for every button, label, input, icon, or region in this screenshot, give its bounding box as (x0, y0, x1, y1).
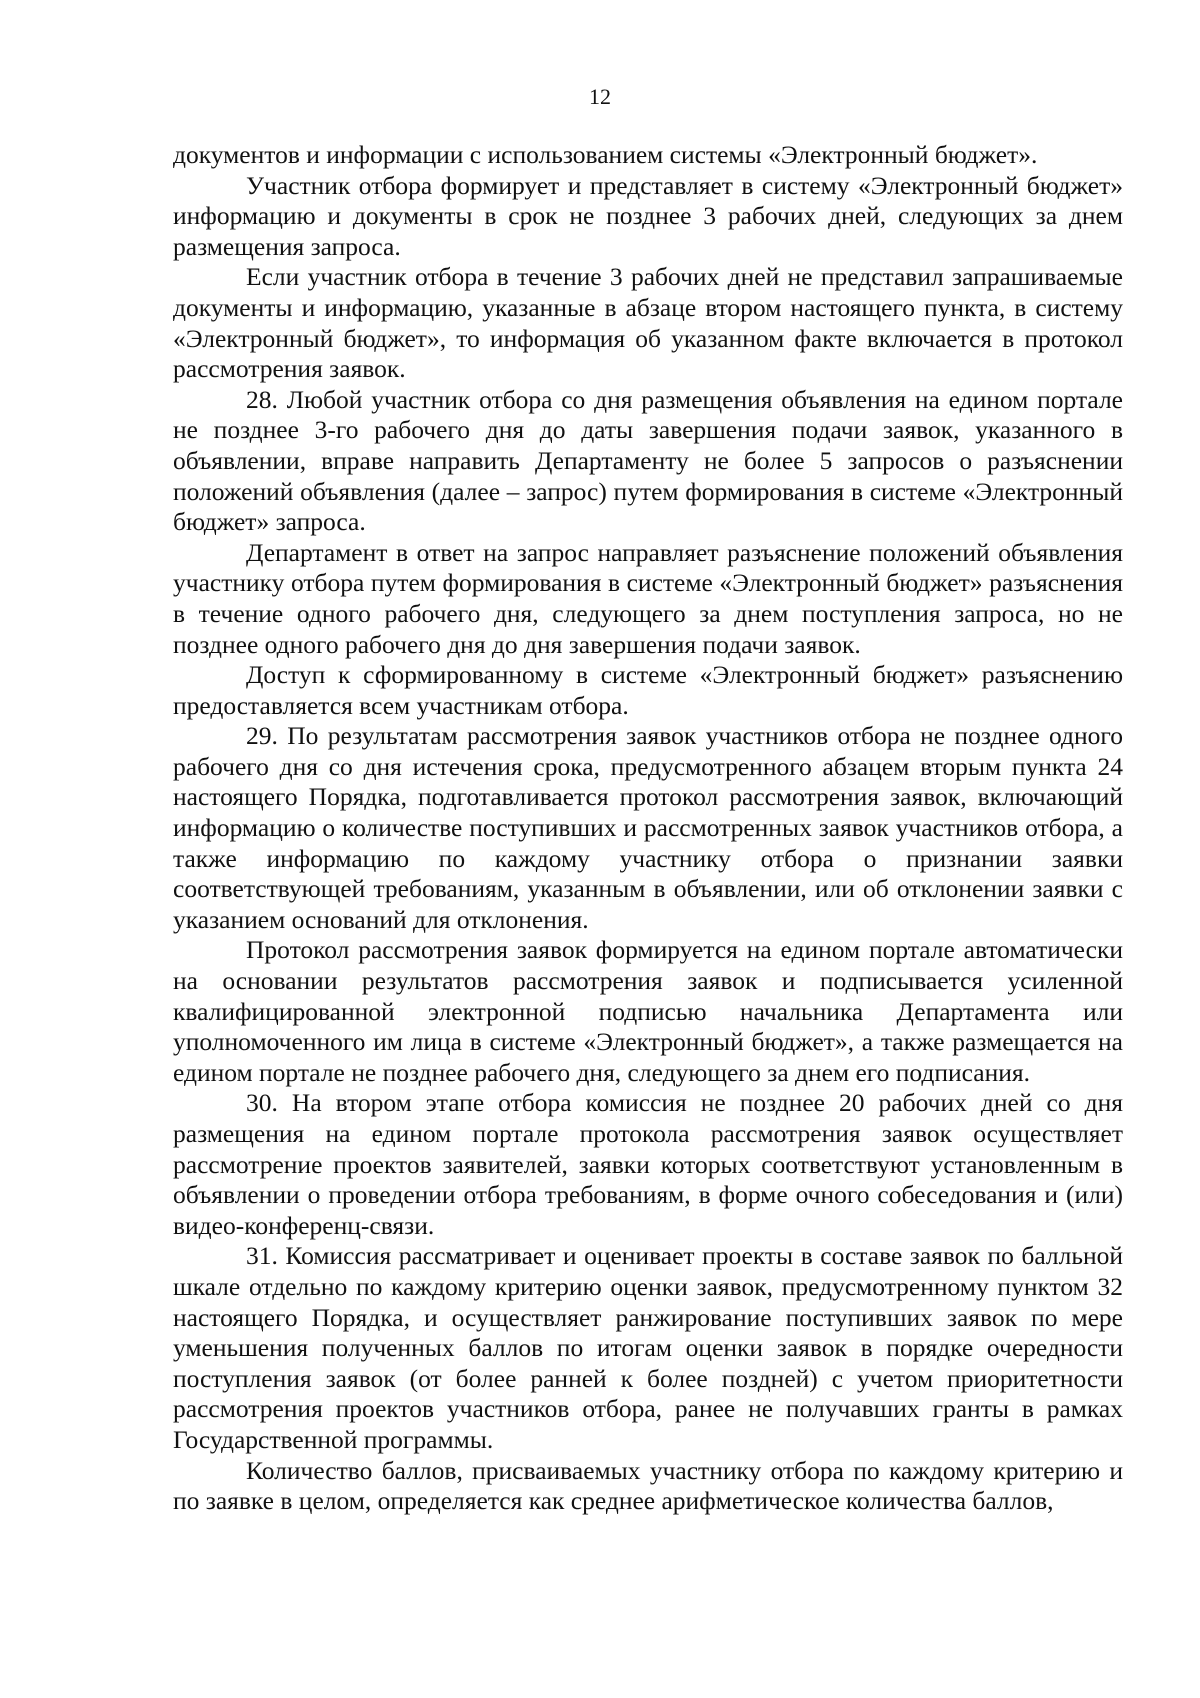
paragraph-item-29: 29. По результатам рассмотрения заявок участников отбора не позднее одного рабочего дня со дня истечения срока, предусмотренного абзацем вторым пункта 24 настоящего Порядка, подготавливается протокол рассмотрения заявок, включающий информацию о количестве поступивших и рассмотренных заявок участников отбора, а также информацию по каждому участнику отбора о признании заявки соответствующей требованиям, указанным в объявлении, или об отклонении заявки с указанием оснований для отклонения. (173, 721, 1123, 934)
paragraph: Участник отбора формирует и представляет в систему «Электронный бюджет» информацию и документы в срок не позднее 3 рабочих дней, следующих за днем размещения запроса. (173, 170, 1123, 261)
paragraph: Количество баллов, присваиваемых участнику отбора по каждому критерию и по заявке в целом, определяется как среднее арифметическое количества баллов, (173, 1455, 1123, 1516)
paragraph: Если участник отбора в течение 3 рабочих дней не представил запрашиваемые документы и информацию, указанные в абзаце втором настоящего пункта, в систему «Электронный бюджет», то информация об указанном факте включается в протокол рассмотрения заявок. (173, 262, 1123, 384)
paragraph: Протокол рассмотрения заявок формируется на едином портале автоматически на основании результатов рассмотрения заявок и подписывается усиленной квалифицированной электронной подписью начальника Департамента или уполномоченного им лица в системе «Электронный бюджет», а также размещается на едином портале не позднее рабочего дня, следующего за днем его подписания. (173, 935, 1123, 1087)
paragraph: Департамент в ответ на запрос направляет разъяснение положений объявления участнику отбора путем формирования в системе «Электронный бюджет» разъяснения в течение одного рабочего дня, следующего за днем поступления запроса, но не позднее одного рабочего дня до дня завершения подачи заявок. (173, 537, 1123, 659)
page-number: 12 (589, 84, 611, 109)
paragraph-continuation: документов и информации с использованием системы «Электронный бюджет». (173, 140, 1038, 169)
paragraph-item-28: 28. Любой участник отбора со дня размещения объявления на едином портале не позднее 3-го рабочего дня до даты завершения подачи заявок, указанного в объявлении, вправе направить Департаменту не более 5 запросов о разъяснении положений объявления (далее – запрос) путем формирования в системе «Электронный бюджет» запроса. (173, 384, 1123, 537)
paragraph: Доступ к сформированному в системе «Электронный бюджет» разъяснению предоставляется всем участникам отбора. (173, 660, 1123, 720)
paragraph-item-30: 30. На втором этапе отбора комиссия не позднее 20 рабочих дней со дня размещения на едином портале протокола рассмотрения заявок осуществляет рассмотрение проектов заявителей, заявки которых соответствуют установленным в объявлении о проведении отбора требованиям, в форме очного собеседования и (или) видео-конференц-связи. (173, 1088, 1123, 1240)
document-body (173, 140, 1123, 1517)
paragraph-item-31: 31. Комиссия рассматривает и оценивает проекты в составе заявок по балльной шкале отдельно по каждому критерию оценки заявок, предусмотренному пунктом 32 настоящего Порядка, и осуществляет ранжирование поступивших заявок по мере уменьшения полученных баллов по итогам оценки заявок в порядке очередности поступления заявок (от более ранней к более поздней) с учетом приоритетности рассмотрения проектов участников отбора, ранее не получавших гранты в рамках Государственной программы. (173, 1241, 1123, 1454)
